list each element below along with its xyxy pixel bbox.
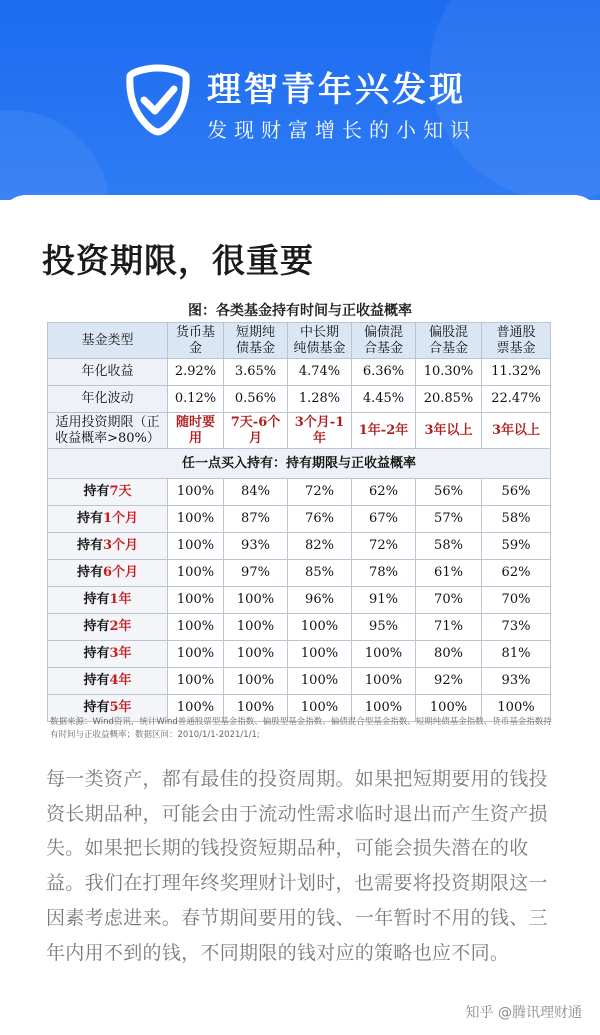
table-row (48, 641, 551, 668)
hold-prefix: 持有 (83, 646, 110, 661)
table-cell: 100% (168, 614, 224, 641)
row-label (48, 614, 168, 641)
table-cell: 6.36% (352, 359, 416, 386)
table-cell: 93% (224, 533, 288, 560)
row-label (48, 587, 168, 614)
table-cell: 100% (168, 506, 224, 533)
row-label (48, 479, 168, 506)
table-cell: 70% (482, 587, 551, 614)
table-cell: 3个月-1年 (288, 413, 352, 449)
table-row (48, 533, 551, 560)
brand-slogan: 发现财富增长的小知识 (207, 118, 477, 142)
table-cell: 100% (288, 695, 352, 722)
table-cell: 10.30% (416, 359, 482, 386)
table-cell: 100% (416, 695, 482, 722)
table-cell: 81% (482, 641, 551, 668)
table-cell: 96% (288, 587, 352, 614)
table-cell: 100% (168, 587, 224, 614)
section-title: 任一点买入持有：持有期限与正收益概率 (48, 449, 551, 479)
hold-period: 4年 (109, 673, 132, 688)
table-cell: 100% (168, 533, 224, 560)
row-label: 年化波动 (48, 386, 168, 413)
hold-period: 5年 (109, 700, 132, 715)
hold-prefix: 持有 (83, 700, 110, 715)
table-cell: 100% (288, 641, 352, 668)
hold-period: 3年 (109, 646, 132, 661)
check-shield-icon (120, 62, 196, 138)
row-label: 年化收益 (48, 359, 168, 386)
column-header: 偏债混 合基金 (352, 323, 416, 359)
table-cell: 73% (482, 614, 551, 641)
table-cell: 93% (482, 668, 551, 695)
column-header: 普通股 票基金 (482, 323, 551, 359)
table-row (48, 479, 551, 506)
table-cell: 0.12% (168, 386, 224, 413)
brand-name: 理智青年兴发现 (207, 70, 466, 110)
article-headline: 投资期限，很重要 (42, 241, 314, 280)
hold-prefix: 持有 (76, 538, 103, 553)
row-label: 适用投资期限（正收益概率>80%） (48, 413, 168, 449)
table-cell: 82% (288, 533, 352, 560)
hold-prefix: 持有 (83, 619, 110, 634)
table-cell: 70% (416, 587, 482, 614)
column-header: 偏股混 合基金 (416, 323, 482, 359)
table-cell: 100% (168, 695, 224, 722)
table-cell: 87% (224, 506, 288, 533)
table-cell: 80% (416, 641, 482, 668)
brand-header (0, 0, 600, 200)
table-cell: 71% (416, 614, 482, 641)
table-cell: 100% (224, 641, 288, 668)
table-cell: 1.28% (288, 386, 352, 413)
table-cell: 100% (288, 668, 352, 695)
table-cell: 100% (224, 587, 288, 614)
table-cell: 3年以上 (482, 413, 551, 449)
table-header-row (48, 323, 551, 359)
column-header: 短期纯 债基金 (224, 323, 288, 359)
table-row (48, 386, 551, 413)
hold-prefix: 持有 (83, 673, 110, 688)
table-cell: 56% (416, 479, 482, 506)
table-cell: 100% (482, 695, 551, 722)
table-row (48, 587, 551, 614)
row-label (48, 506, 168, 533)
table-cell: 100% (168, 479, 224, 506)
column-header: 基金类型 (48, 323, 168, 359)
table-cell: 4.74% (288, 359, 352, 386)
article-body: 每一类资产，都有最佳的投资周期。如果把短期要用的钱投资长期品种，可能会由于流动性需求临时退出而产生资产损失。如果把长期的钱投资短期品种，可能会损失潜在的收益。我们在打理年终奖理财计划时，也需要将投资期限这一因素考虑进来。春节期间要用的钱、一年暂时不用的钱、三年内用不到的钱，不同期限的钱对应的策略也应不同。 (46, 768, 548, 964)
table-cell: 58% (482, 506, 551, 533)
hold-period: 6个月 (102, 565, 139, 580)
table-cell: 100% (352, 668, 416, 695)
table-row (48, 506, 551, 533)
hold-prefix: 持有 (76, 511, 103, 526)
hold-prefix: 持有 (83, 484, 110, 499)
table-cell: 随时要用 (168, 413, 224, 449)
hold-period: 1年 (109, 592, 132, 607)
table-cell: 78% (352, 560, 416, 587)
table-cell: 100% (352, 695, 416, 722)
table-cell: 61% (416, 560, 482, 587)
table-cell: 56% (482, 479, 551, 506)
table-cell: 62% (352, 479, 416, 506)
table-cell: 57% (416, 506, 482, 533)
table-cell: 62% (482, 560, 551, 587)
table-cell: 20.85% (416, 386, 482, 413)
figure-title: 图：各类基金持有时间与正收益概率 (188, 303, 412, 319)
table-cell: 97% (224, 560, 288, 587)
hold-prefix: 持有 (76, 565, 103, 580)
table-cell: 7天-6个月 (224, 413, 288, 449)
table-section-row (48, 449, 551, 479)
row-label (48, 533, 168, 560)
table-cell: 76% (288, 506, 352, 533)
table-cell: 72% (288, 479, 352, 506)
table-cell: 100% (224, 614, 288, 641)
table-cell: 11.32% (482, 359, 551, 386)
data-source-note: 数据来源：Wind资讯，统计Wind普通股票型基金指数、偏股型基金指数、偏债混合型基金指数、短期纯债基金指数、货币基金指数持有时间与正收益概率；数据区间：2010/1/1-2021/1/1; (50, 717, 552, 740)
table-cell: 58% (416, 533, 482, 560)
table-row (48, 413, 551, 449)
table-cell: 100% (168, 560, 224, 587)
table-cell: 100% (168, 641, 224, 668)
table-cell: 72% (352, 533, 416, 560)
table-cell: 91% (352, 587, 416, 614)
table-cell: 84% (224, 479, 288, 506)
zhihu-watermark: 知乎 @腾讯理财通 (465, 1005, 582, 1021)
row-label (48, 560, 168, 587)
table-cell: 1年-2年 (352, 413, 416, 449)
table-row (48, 614, 551, 641)
table-cell: 0.56% (224, 386, 288, 413)
table-cell: 59% (482, 533, 551, 560)
table-row (48, 560, 551, 587)
column-header: 货币基金 (168, 323, 224, 359)
table-row (48, 668, 551, 695)
table-cell: 95% (352, 614, 416, 641)
fund-table (47, 322, 551, 722)
hold-period: 2年 (109, 619, 132, 634)
column-header: 中长期 纯债基金 (288, 323, 352, 359)
table-cell: 2.92% (168, 359, 224, 386)
table-cell: 67% (352, 506, 416, 533)
table-cell: 22.47% (482, 386, 551, 413)
hold-prefix: 持有 (83, 592, 110, 607)
table-cell: 4.45% (352, 386, 416, 413)
table-cell: 100% (224, 695, 288, 722)
hold-period: 3个月 (102, 538, 139, 553)
table-cell: 100% (224, 668, 288, 695)
row-label (48, 641, 168, 668)
table-cell: 92% (416, 668, 482, 695)
table-cell: 85% (288, 560, 352, 587)
table-cell: 100% (168, 668, 224, 695)
table-row (48, 359, 551, 386)
table-cell: 100% (352, 641, 416, 668)
table-cell: 3年以上 (416, 413, 482, 449)
row-label (48, 668, 168, 695)
hold-period: 1个月 (102, 511, 139, 526)
table-cell: 3.65% (224, 359, 288, 386)
hold-period: 7天 (109, 484, 132, 499)
table-cell: 100% (288, 614, 352, 641)
